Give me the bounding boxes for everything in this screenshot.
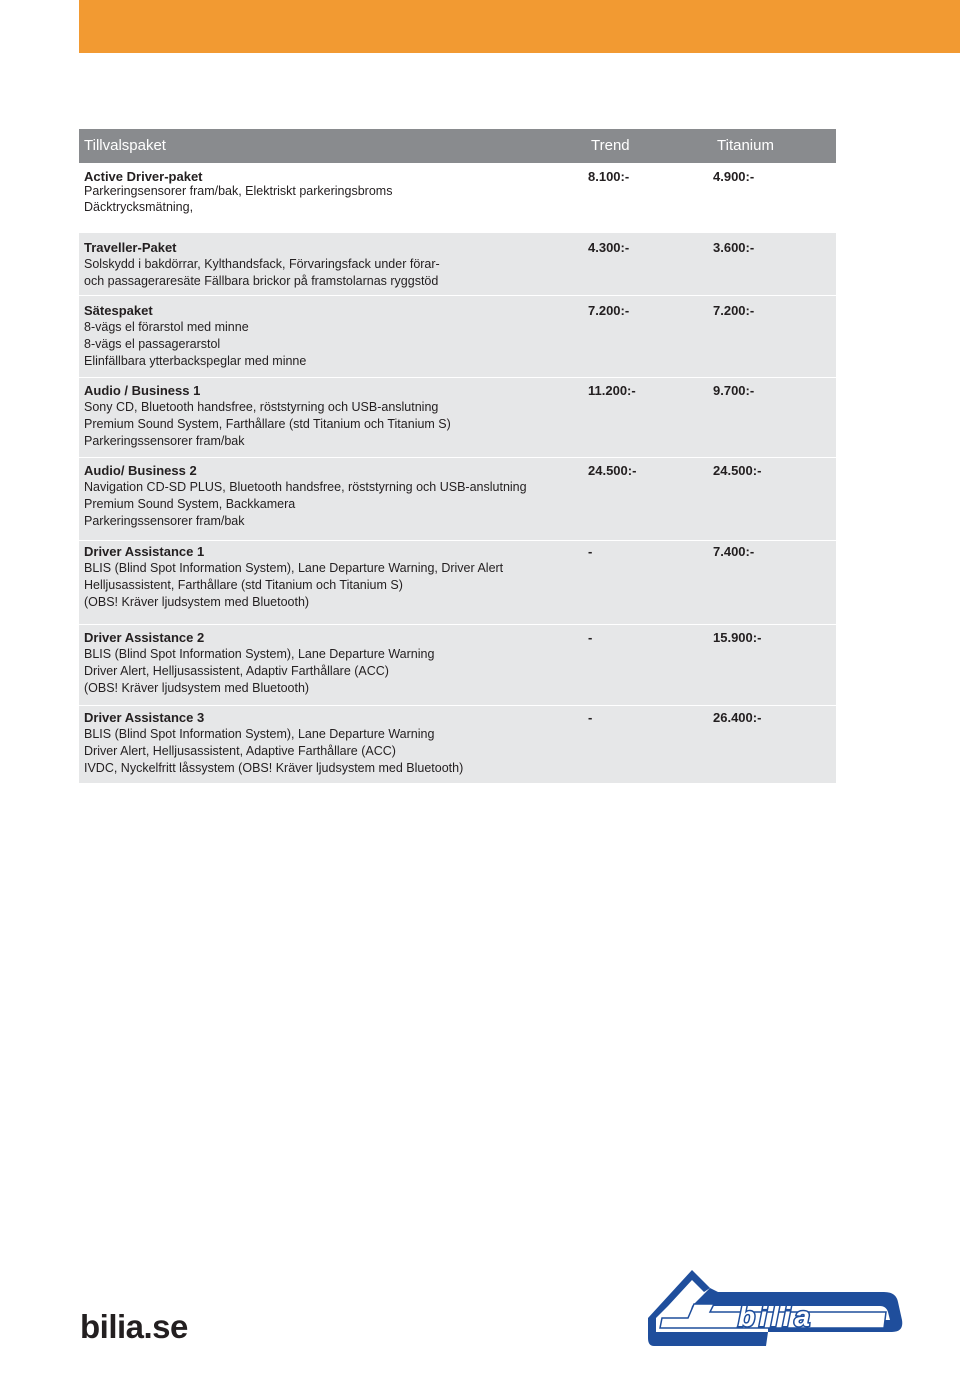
package-title: Traveller-Paket <box>84 240 177 255</box>
package-title: Sätespaket <box>84 303 153 318</box>
package-line: och passageraresäte Fällbara brickor på framstolarnas ryggstöd <box>84 274 439 288</box>
price-titanium: 9.700:- <box>713 383 755 398</box>
svg-text:bilia: bilia <box>737 1301 815 1332</box>
package-line: Parkeringssensorer fram/bak <box>84 514 245 528</box>
bilia-logo <box>648 1262 904 1352</box>
package-title: Driver Assistance 2 <box>84 630 205 645</box>
package-line: (OBS! Kräver ljudsystem med Bluetooth) <box>84 595 310 609</box>
price-trend: - <box>588 544 593 559</box>
column-header-trend: Trend <box>591 137 630 154</box>
price-trend: 4.300:- <box>588 240 630 255</box>
table-row <box>79 296 836 378</box>
price-trend: - <box>588 630 593 645</box>
package-line: Elinfällbara ytterbackspeglar med minne <box>84 354 307 368</box>
price-titanium: 24.500:- <box>713 463 762 478</box>
package-line: Premium Sound System, Backkamera <box>84 497 296 511</box>
package-title: Driver Assistance 1 <box>84 544 205 559</box>
table-row <box>79 233 836 296</box>
package-line: IVDC, Nyckelfritt låssystem (OBS! Kräver ljudsystem med Bluetooth) <box>84 761 464 775</box>
price-titanium: 4.900:- <box>713 169 755 184</box>
website-url: bilia.se <box>80 1308 188 1345</box>
package-line: Premium Sound System, Farthållare (std Titanium och Titanium S) <box>84 417 451 431</box>
package-title: Active Driver-paket <box>84 169 203 184</box>
table-row <box>79 378 836 458</box>
package-line: Däcktrycksmätning, <box>84 200 194 214</box>
package-title: Audio / Business 1 <box>84 383 201 398</box>
price-trend: 8.100:- <box>588 169 630 184</box>
table-row <box>79 541 836 625</box>
package-line: Helljusassistent, Farthållare (std Titanium och Titanium S) <box>84 578 403 592</box>
package-line: Driver Alert, Helljusassistent, Adaptiv Farthållare (ACC) <box>84 664 389 678</box>
price-titanium: 26.400:- <box>713 710 762 725</box>
price-titanium: 7.200:- <box>713 303 755 318</box>
options-table <box>79 129 836 775</box>
price-titanium: 3.600:- <box>713 240 755 255</box>
table-row <box>79 458 836 541</box>
table-row <box>79 625 836 706</box>
table-header <box>79 129 836 163</box>
package-line: BLIS (Blind Spot Information System), Lane Departure Warning <box>84 727 435 741</box>
table-row <box>79 163 836 234</box>
package-title: Driver Assistance 3 <box>84 710 205 725</box>
package-line: Parkeringssensorer fram/bak <box>84 434 245 448</box>
package-line: Navigation CD-SD PLUS, Bluetooth handsfree, röststyrning och USB-anslutning <box>84 480 527 494</box>
package-line: BLIS (Blind Spot Information System), Lane Departure Warning <box>84 647 435 661</box>
price-trend: 24.500:- <box>588 463 637 478</box>
package-line: 8-vägs el passagerarstol <box>84 337 221 351</box>
package-line: Sony CD, Bluetooth handsfree, röststyrning och USB-anslutning <box>84 400 439 414</box>
package-line: Solskydd i bakdörrar, Kylthandsfack, Förvaringsfack under förar- <box>84 257 440 271</box>
column-header-package: Tillvalspaket <box>84 137 166 154</box>
price-titanium: 7.400:- <box>713 544 755 559</box>
price-trend: 11.200:- <box>588 383 636 398</box>
table-row <box>79 706 836 783</box>
package-line: BLIS (Blind Spot Information System), Lane Departure Warning, Driver Alert <box>84 561 504 575</box>
package-line: 8-vägs el förarstol med minne <box>84 320 249 334</box>
package-line: Parkeringsensorer fram/bak, Elektriskt parkeringsbroms <box>84 184 393 198</box>
price-titanium: 15.900:- <box>713 630 762 645</box>
orange-top-banner <box>79 0 960 53</box>
package-title: Audio/ Business 2 <box>84 463 197 478</box>
price-trend: - <box>588 710 593 725</box>
package-line: Driver Alert, Helljusassistent, Adaptive Farthållare (ACC) <box>84 744 396 758</box>
column-header-titanium: Titanium <box>717 137 774 154</box>
price-trend: 7.200:- <box>588 303 630 318</box>
package-line: (OBS! Kräver ljudsystem med Bluetooth) <box>84 681 310 695</box>
